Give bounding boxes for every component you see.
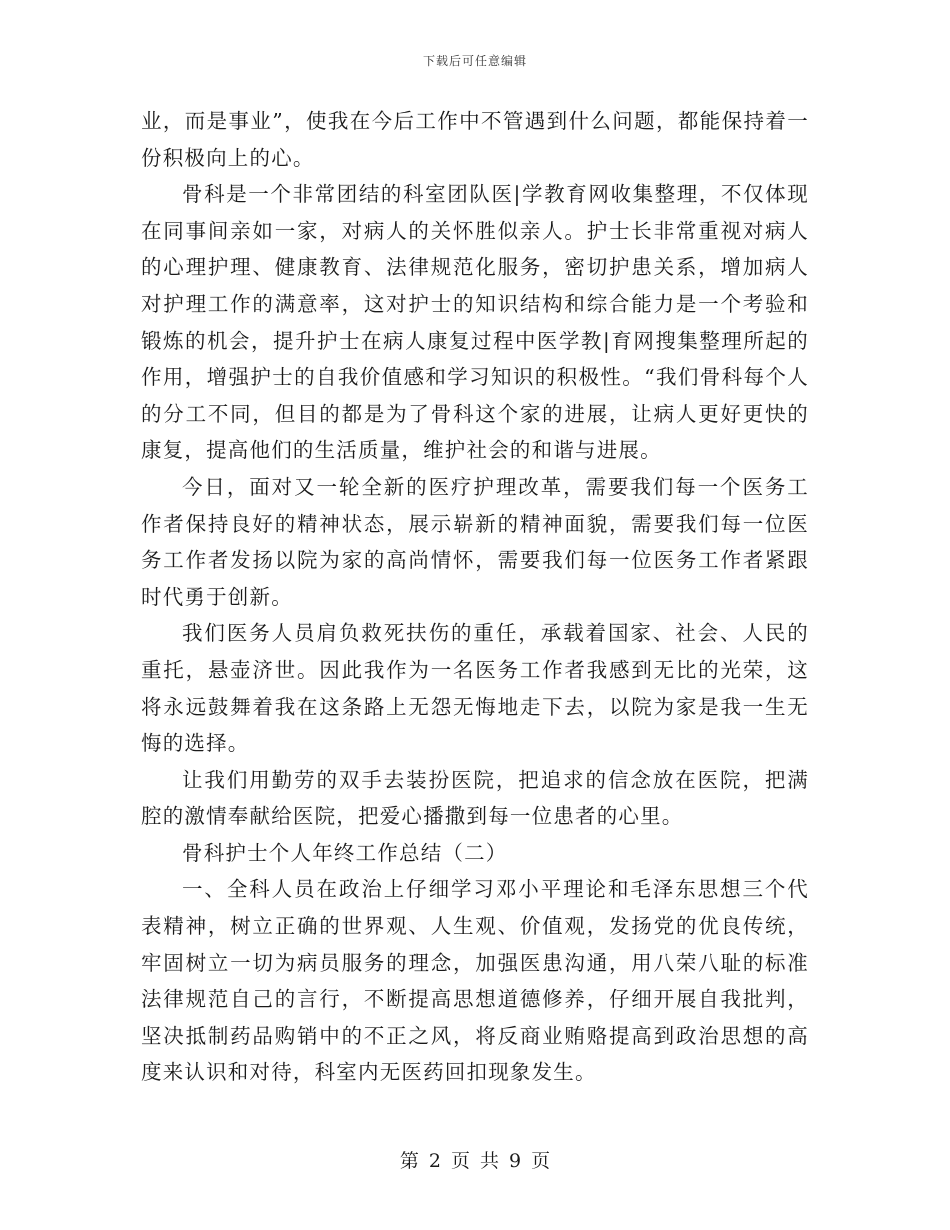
section-heading: 骨科护士个人年终工作总结（二） xyxy=(182,840,508,865)
paragraph: 骨科是一个非常团结的科室团队医|学教育网收集整理，不仅体现在同事间亲如一家，对病人的关怀胜似亲人。护士长非常重视对病人的心理护理、健康教育、法律规范化服务，密切护患关系，增加病人对护理工作的满意率，这对护士的知识结构和综合能力是一个考验和锻炼的机会，提升护士在病人康复过程中医学教|育网搜集整理所起的作用，增强护士的自我价值感和学习知识的积极性。“我们骨科每个人的分工不同，但目的都是为了骨科这个家的进展，让病人更好更快的康复，提高他们的生活质量，维护社会的和谐与进展。 xyxy=(141,182,809,463)
paragraph: 今日，面对又一轮全新的医疗护理改革，需要我们每一个医务工作者保持良好的精神状态，展示崭新的精神面貌，需要我们每一位医务工作者发扬以院为家的高尚情怀，需要我们每一位医务工作者紧跟时代勇于创新。 xyxy=(141,474,809,609)
document-body xyxy=(141,103,809,1091)
page-number: 第 2 页 共 9 页 xyxy=(399,1150,551,1172)
page-header-note: 下载后可任意编辑 xyxy=(422,54,527,68)
paragraph: 一、全科人员在政治上仔细学习邓小平理论和毛泽东思想三个代表精神，树立正确的世界观、人生观、价值观，发扬党的优良传统，牢固树立一切为病员服务的理念，加强医患沟通，用八荣八耻的标准法律规范自己的言行，不断提高思想道德修养，仔细开展自我批判，坚决抵制药品购销中的不正之风，将反商业贿赂提高到政治思想的高度来认识和对待，科室内无医药回扣现象发生。 xyxy=(141,877,809,1085)
paragraph: 让我们用勤劳的双手去装扮医院，把追求的信念放在医院，把满腔的激情奉献给医院，把爱心播撒到每一位患者的心里。 xyxy=(141,767,809,829)
paragraph-continuation: 业，而是事业”，使我在今后工作中不管遇到什么问题，都能保持着一份积极向上的心。 xyxy=(141,109,809,170)
paragraph: 我们医务人员肩负救死扶伤的重任，承载着国家、社会、人民的重托，悬壶济世。因此我作为一名医务工作者我感到无比的光荣，这将永远鼓舞着我在这条路上无怨无悔地走下去，以院为家是我一生无悔的选择。 xyxy=(141,621,809,756)
